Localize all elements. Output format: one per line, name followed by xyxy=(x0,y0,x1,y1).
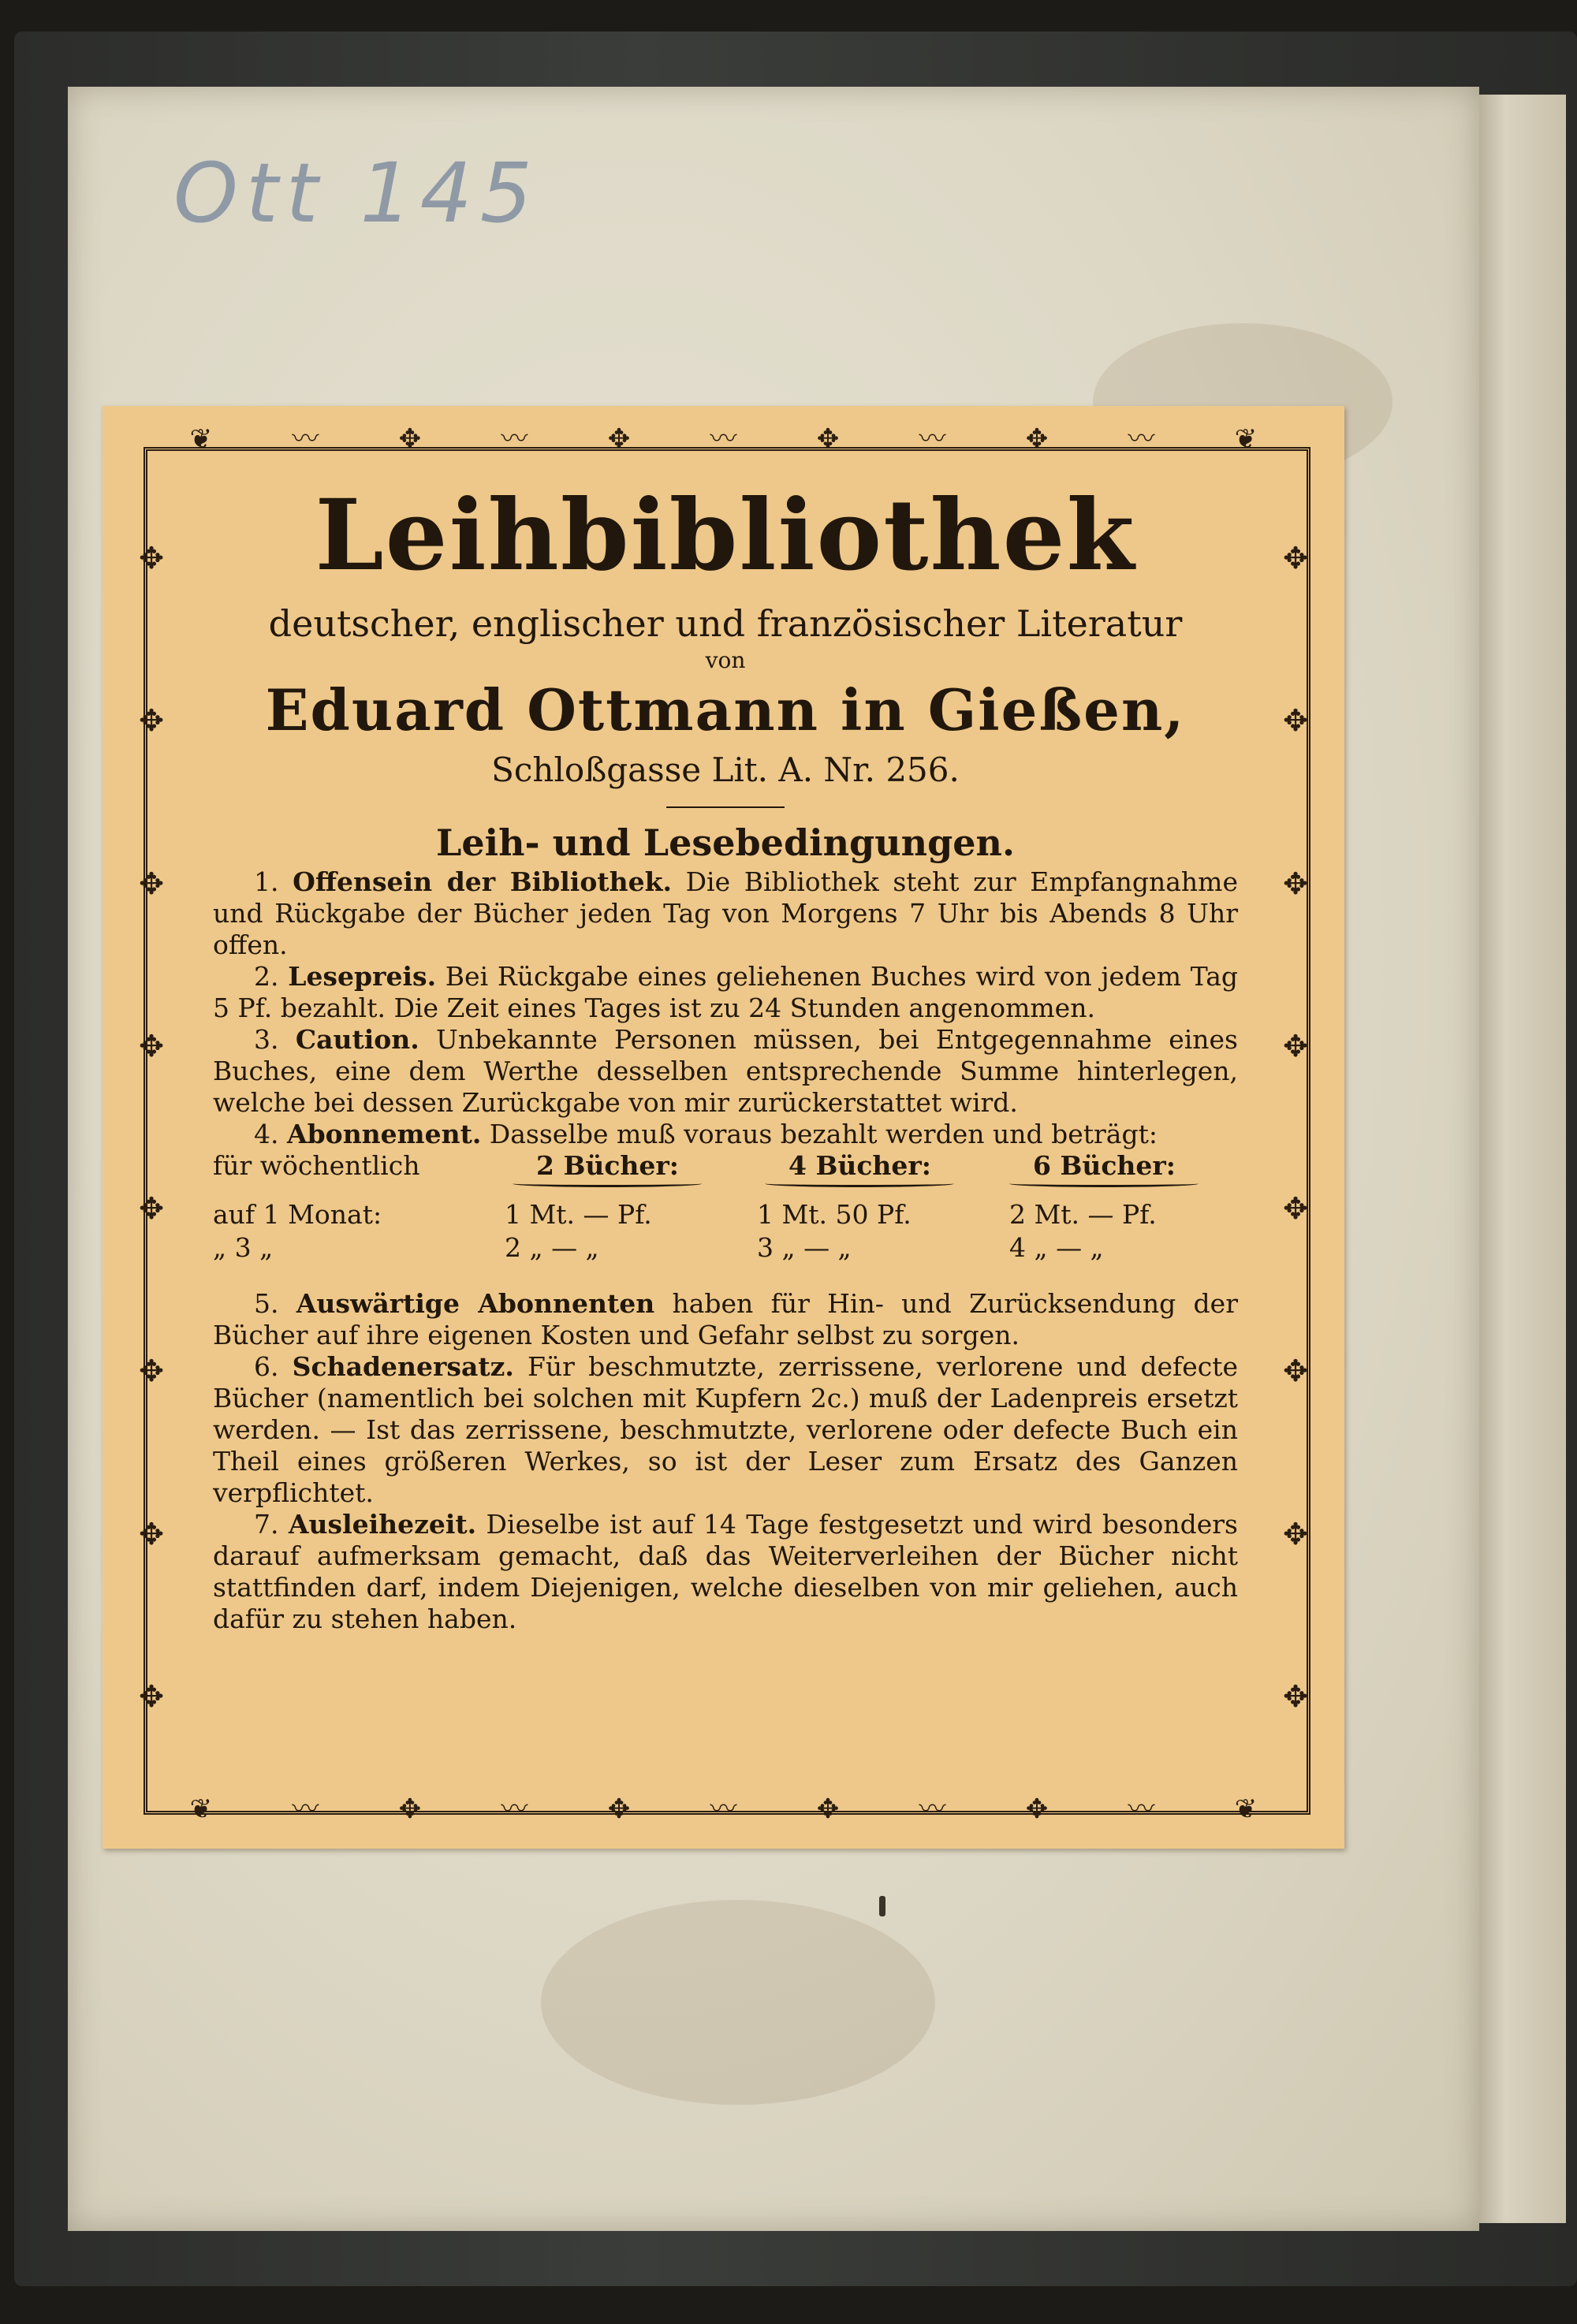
label-address: Schloßgasse Lit. A. Nr. 256. xyxy=(491,750,960,789)
divider xyxy=(666,806,785,808)
label-owner: Eduard Ottmann in Gießen, xyxy=(265,676,1186,743)
ornament-bottom: ❦ 〰 ✥ 〰 ✥ 〰 ✥ 〰 ✥ 〰 ❦ xyxy=(189,1793,1258,1825)
clause-5: 5. Auswärtige Abonnenten haben für Hin- und Zurücksendung der Bücher auf ihre eigenen Kosten und Gefahr selbst zu sorgen. xyxy=(213,1288,1238,1350)
clause-6: 6. Schadenersatz. Für beschmutzte, zerrissene, verlorene und defecte Bücher (namentlich bei solchen mit Kupfern 2c.) muß der Ladenpreis ersetzt werden. — Ist das zerrissene, beschmutzte, verlorene oder defecte Buch ein Theil eines größeren Werkes, so ist der Leser zum Ersatz des Ganzen verpflichtet. xyxy=(213,1351,1238,1508)
clause-4: 4. Abonnement. Dasselbe muß voraus bezahlt werden und beträgt: xyxy=(254,1119,1158,1149)
clause-7: 7. Ausleihezeit. Dieselbe ist auf 14 Tage festgesetzt und wird besonders darauf aufmerksam gemacht, daß das Weiterverleihen der Bücher nicht stattfinden darf, indem Diejenigen, welche dieselben von mir geliehen, auch dafür zu stehen haben. xyxy=(213,1509,1238,1634)
stain xyxy=(541,1900,935,2105)
fee-col-header: 4 Bücher: xyxy=(788,1150,931,1181)
label-title: Leihbibliothek xyxy=(315,479,1136,593)
fee-col-header: 2 Bücher: xyxy=(536,1150,679,1181)
fee-row-label: für wöchentlich xyxy=(213,1150,420,1181)
label-content xyxy=(213,477,1238,1635)
shelfmark-handwritten: Ott 145 xyxy=(173,145,540,241)
fee-col-header: 6 Bücher: xyxy=(1033,1150,1176,1181)
fee-row-label: „ 3 „ xyxy=(213,1232,274,1263)
ornament-right: ✥ ✥ ✥ ✥ ✥ ✥ ✥ ✥ xyxy=(1283,541,1308,1714)
pin-hole xyxy=(879,1896,885,1916)
swash xyxy=(765,1180,954,1187)
fee-cell: 3 „ — „ xyxy=(757,1232,852,1263)
fee-cell: 4 „ — „ xyxy=(1009,1232,1104,1263)
fee-row-label: auf 1 Monat: xyxy=(213,1199,382,1230)
fee-cell: 2 „ — „ xyxy=(505,1232,599,1263)
library-label xyxy=(103,406,1344,1849)
label-subtitle: deutscher, englischer und französischer Literatur xyxy=(268,602,1183,645)
clause-3: 3. Caution. Unbekannte Personen müssen, bei Entgegennahme eines Buches, eine dem Werthe desselben entsprechende Summe hinterlegen, welche bei dessen Zurückgabe von mir zurückerstattet wird. xyxy=(213,1024,1238,1118)
fee-cell: 1 Mt. 50 Pf. xyxy=(757,1199,912,1230)
ornament-left: ✥ ✥ ✥ ✥ ✥ ✥ ✥ ✥ xyxy=(139,541,164,1714)
label-von: von xyxy=(705,647,746,673)
fee-table xyxy=(213,1150,1238,1288)
clause-2: 2. Lesepreis. Bei Rückgabe eines geliehenen Buches wird von jedem Tag 5 Pf. bezahlt. Die Zeit eines Tages ist zu 24 Stunden angenommen. xyxy=(213,961,1238,1023)
ornament-top: ❦ 〰 ✥ 〰 ✥ 〰 ✥ 〰 ✥ 〰 ❦ xyxy=(189,423,1258,455)
fee-cell: 2 Mt. — Pf. xyxy=(1009,1199,1157,1230)
swash xyxy=(1009,1180,1199,1187)
swash xyxy=(513,1180,702,1187)
conditions-heading: Leih- und Lesebedingungen. xyxy=(436,821,1015,864)
page-edge xyxy=(1479,95,1566,2223)
fee-cell: 1 Mt. — Pf. xyxy=(505,1199,652,1230)
clause-1: 1. Offensein der Bibliothek. Die Bibliothek steht zur Empfangnahme und Rückgabe der Bücher jeden Tag von Morgens 7 Uhr bis Abends 8 Uhr offen. xyxy=(213,866,1239,960)
